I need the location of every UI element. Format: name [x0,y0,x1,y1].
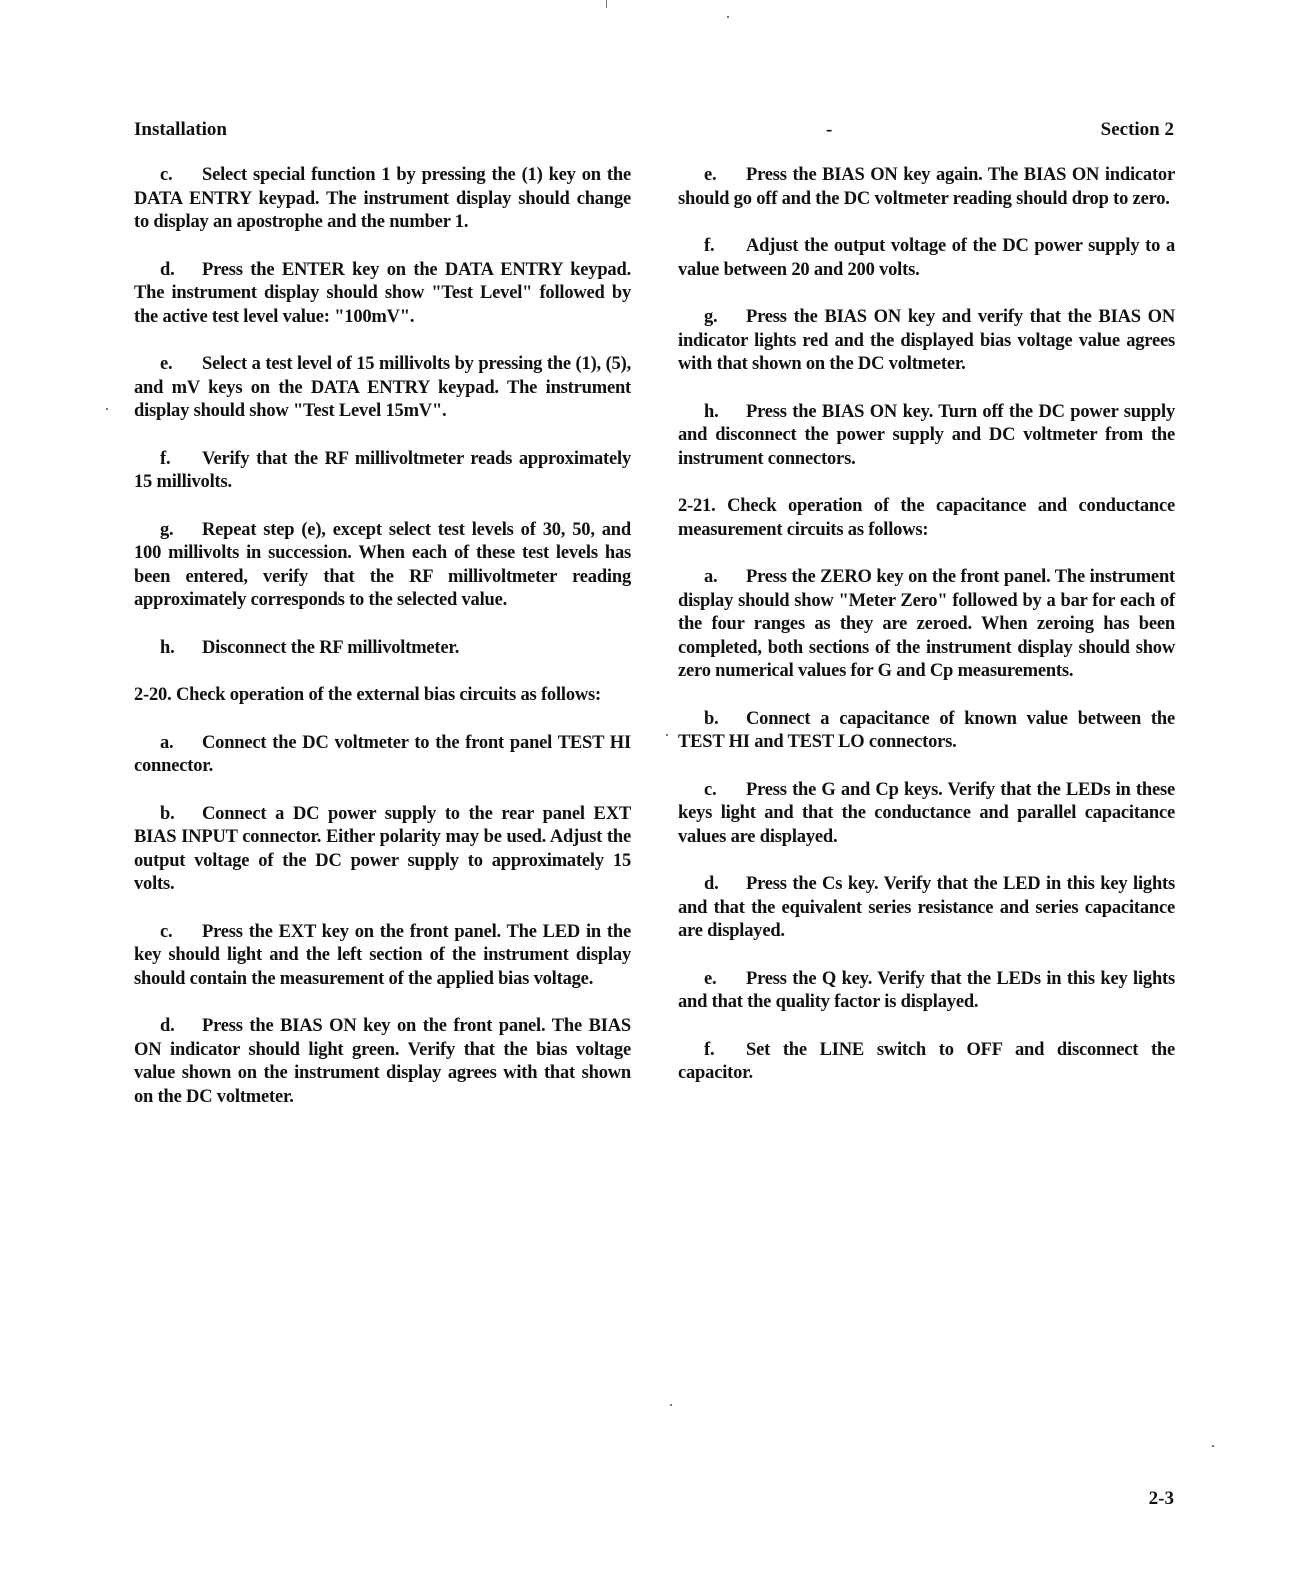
step-text: Connect a capacitance of known value between the TEST HI and TEST LO connectors. [678,708,1175,752]
step-letter: e. [704,968,717,989]
step-text: Press the BIAS ON key. Turn off the DC power supply and disconnect the power supply and DC voltmeter from the instrument connectors. [678,401,1175,469]
procedure-step [134,448,631,495]
step-text: Press the Q key. Verify that the LEDs in this key lights and that the quality factor is displayed. [678,968,1175,1012]
scan-speck [670,1404,672,1406]
step-text: Adjust the output voltage of the DC power supply to a value between 20 and 200 volts. [678,236,1175,280]
procedure-step [134,921,631,992]
procedure-step [678,235,1175,282]
step-letter: g. [704,307,718,327]
procedure-step [134,803,631,897]
paragraph-heading [134,684,631,708]
step-letter: d. [704,874,719,894]
step-letter: a. [160,732,174,753]
step-text: Press the ZERO key on the front panel. The instrument display should show "Meter Zero" followed by a bar for each of the four ranges as they are zeroed. When zeroing has been completed, both sections of the instrument display should show zero numerical values for G and Cp measurements. [678,567,1175,681]
procedure-step [678,566,1175,684]
page-number: 2-3 [1148,1488,1174,1509]
procedure-step [678,1039,1175,1086]
procedure-step [134,732,631,779]
step-letter: d. [160,1016,175,1036]
step-text: Select special function 1 by pressing the (1) key on the DATA ENTRY keypad. The instrument display should change to display an apostrophe and the number 1. [134,165,631,232]
step-text: Connect a DC power supply to the rear panel EXT BIAS INPUT connector. Either polarity may be used. Adjust the output voltage of the DC power supply to approximately 15 volts. [134,803,631,894]
procedure-step [134,1015,631,1109]
step-text: Press the Cs key. Verify that the LED in this key lights and that the equivalent series resistance and series capacitance are displayed. [678,874,1175,941]
step-text: Press the BIAS ON key and verify that the BIAS ON indicator lights red and the displayed bias voltage value agrees with that shown on the DC voltmeter. [678,307,1175,374]
step-text: Press the ENTER key on the DATA ENTRY keypad. The instrument display should show "Test Level" followed by the active test level value: "100mV". [134,259,631,327]
procedure-step [134,519,631,613]
procedure-step [134,164,631,235]
step-letter: b. [160,803,175,824]
procedure-step [678,401,1175,472]
paragraph-number: 2-20. [134,685,172,705]
procedure-step [678,779,1175,850]
paragraph-text: Check operation of the capacitance and conductance measurement circuits as follows: [678,496,1175,540]
step-text: Press the BIAS ON key on the front panel. The BIAS ON indicator should light green. Verify that the bias voltage value shown on the instrument display agrees with that shown on the DC voltmeter. [134,1016,631,1107]
step-text: Select a test level of 15 millivolts by pressing the (1), (5), and mV keys on the DATA ENTRY keypad. The instrument display should show "Test Level 15mV". [134,354,631,421]
step-text: Disconnect the RF millivoltmeter. [202,637,460,658]
step-letter: f. [704,1039,715,1060]
procedure-step [134,637,631,661]
step-letter: c. [160,165,173,185]
step-letter: b. [704,708,719,729]
step-letter: f. [160,448,171,469]
step-letter: h. [160,637,175,658]
step-text: Press the G and Cp keys. Verify that the LEDs in these keys light and that the conductance and parallel capacitance values are displayed. [678,779,1175,847]
step-text: Set the LINE switch to OFF and disconnect the capacitor. [678,1039,1175,1083]
scan-speck [606,0,607,8]
step-letter: d. [160,259,175,280]
scan-speck [1212,1445,1214,1447]
paragraph-number: 2-21. [678,496,716,516]
scan-speck [727,16,729,18]
step-text: Verify that the RF millivoltmeter reads approximately 15 millivolts. [134,448,631,492]
step-text: Connect the DC voltmeter to the front panel TEST HI connector. [134,732,631,776]
paragraph-heading [678,495,1175,542]
step-letter: f. [704,236,715,256]
right-column [678,164,1175,1110]
step-letter: e. [160,354,173,374]
step-letter: a. [704,567,718,587]
scan-speck [666,734,668,736]
scan-speck [106,408,108,410]
header-dash: - [826,119,833,140]
procedure-step [678,968,1175,1015]
step-letter: e. [704,165,717,185]
step-letter: c. [704,779,717,800]
procedure-step [678,306,1175,377]
procedure-step [678,873,1175,944]
left-column [134,164,631,1133]
step-text: Press the BIAS ON key again. The BIAS ON indicator should go off and the DC voltmeter reading should drop to zero. [678,165,1175,209]
step-letter: g. [160,519,174,540]
step-text: Repeat step (e), except select test levels of 30, 50, and 100 millivolts in succession. When each of these test levels has been entered, verify that the RF millivoltmeter reading approximately corresponds to the selected value. [134,519,631,610]
procedure-step [134,259,631,330]
step-letter: c. [160,921,173,942]
running-header-chapter: Installation [134,119,227,140]
step-letter: h. [704,401,719,422]
step-text: Press the EXT key on the front panel. The LED in the key should light and the left section of the instrument display should contain the measurement of the applied bias voltage. [134,921,631,989]
running-header-section: Section 2 [1100,119,1174,140]
procedure-step [678,708,1175,755]
procedure-step [678,164,1175,211]
paragraph-text: Check operation of the external bias circuits as follows: [175,685,602,705]
procedure-step [134,353,631,424]
